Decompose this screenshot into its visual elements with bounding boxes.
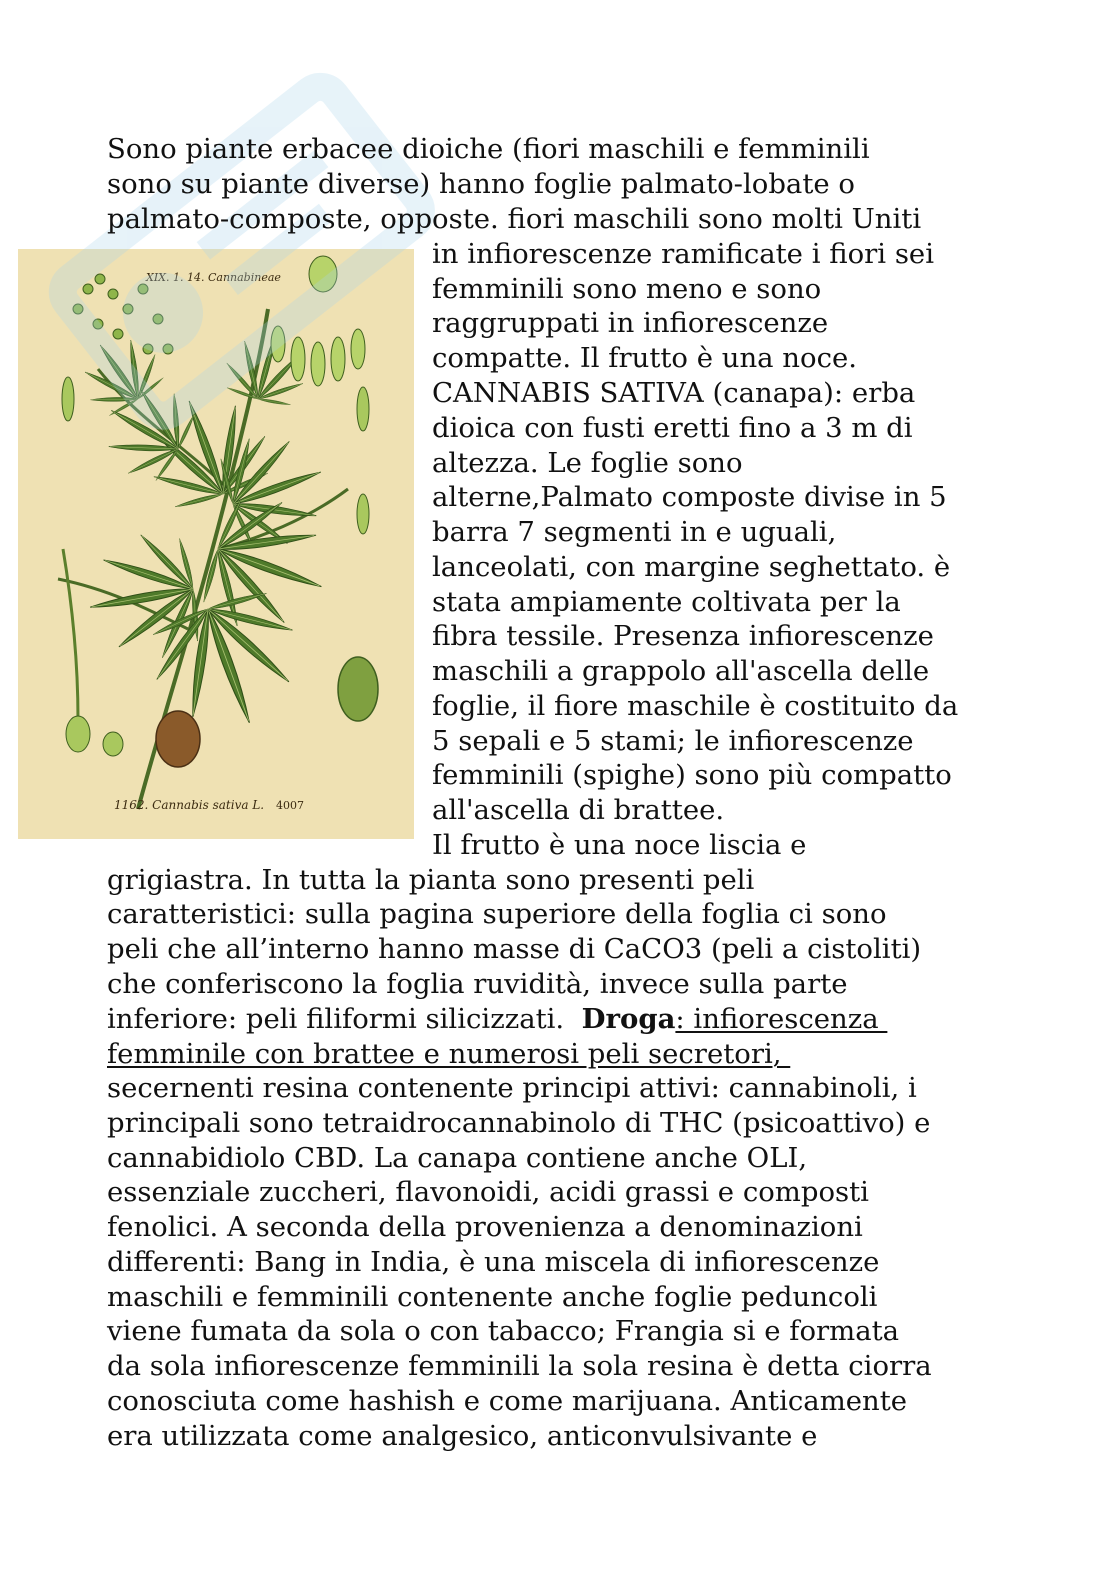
figure-top-caption: XIX. 1. 14. Cannabineae — [146, 271, 281, 284]
text-line: in infiorescenze ramificate i fiori sei — [432, 238, 934, 270]
text-line: femminili (spighe) sono più compatto — [432, 759, 952, 791]
text-line: principali sono tetraidrocannabinolo di THC (psicoattivo) e — [107, 1107, 931, 1139]
droga-label: Droga — [581, 1003, 676, 1035]
text-line: peli che all’interno hanno masse di CaCO3 (peli a cistoliti) — [107, 933, 922, 965]
text-line: grigiastra. In tutta la pianta sono presenti peli — [107, 864, 755, 896]
text-line: secernenti resina contenente principi attivi: cannabinoli, i — [107, 1072, 917, 1104]
text-line: sono su piante diverse) hanno foglie palmato-lobate o — [107, 168, 855, 200]
text-line: caratteristici: sulla pagina superiore della foglia ci sono — [107, 898, 887, 930]
text-line: era utilizzata come analgesico, anticonvulsivante e — [107, 1420, 818, 1452]
text-line: differenti: Bang in India, è una miscela di infiorescenze — [107, 1246, 880, 1278]
text-line: che conferiscono la foglia ruvidità, invece sulla parte — [107, 968, 848, 1000]
text-line: altezza. Le foglie sono — [432, 447, 743, 479]
text-line: alterne,Palmato composte divise in 5 — [432, 481, 947, 513]
text-line — [107, 1037, 790, 1072]
text-line: maschili e femminili contenente anche foglie peduncoli — [107, 1281, 878, 1313]
text-line: conosciuta come hashish e come marijuana. Anticamente — [107, 1385, 908, 1417]
text-line: femminili sono meno e sono — [432, 273, 822, 305]
text-line: essenziale zuccheri, flavonoidi, acidi grassi e composti — [107, 1176, 869, 1208]
text-line: da sola infiorescenze femminili la sola resina è detta ciorra — [107, 1350, 932, 1382]
droga-definition-continued: femminile con brattee e numerosi peli secretori, — [107, 1038, 791, 1070]
text-line: cannabidiolo CBD. La canapa contiene anche OLI, — [107, 1142, 808, 1174]
text-line: viene fumata da sola o con tabacco; Frangia si e formata — [107, 1315, 900, 1347]
text-line: lanceolati, con margine seghettato. è — [432, 551, 951, 583]
text-line: foglie, il fiore maschile è costituito da — [432, 690, 959, 722]
text-line: Sono piante erbacee dioiche (fiori maschili e femminili — [107, 133, 870, 165]
text-line: CANNABIS SATIVA (canapa): erba — [432, 377, 916, 409]
figure-bottom-caption: 1162. Cannabis sativa L. — [114, 798, 265, 812]
text-line: barra 7 segmenti in e uguali, — [432, 516, 837, 548]
text-line: compatte. Il frutto è una noce. — [432, 342, 857, 374]
text-line — [107, 1002, 887, 1037]
text-line: stata ampiamente coltivata per la — [432, 586, 901, 618]
text-line: fibra tessile. Presenza infiorescenze — [432, 620, 934, 652]
text-line: maschili a grappolo all'ascella delle — [432, 655, 930, 687]
text-line: Il frutto è una noce liscia e — [432, 829, 807, 861]
text-line: raggruppati in infiorescenze — [432, 307, 829, 339]
text-line: dioica con fusti eretti fino a 3 m di — [432, 412, 913, 444]
text-line: fenolici. A seconda della provenienza a denominazioni — [107, 1211, 863, 1243]
cannabis-illustration-icon — [18, 249, 414, 839]
text-line: all'ascella di brattee. — [432, 794, 725, 826]
text-segment: inferiore: peli filiformi silicizzati. — [107, 1003, 582, 1035]
droga-definition: : infiorescenza — [675, 1003, 888, 1035]
figure-plate-number: 4007 — [276, 799, 304, 812]
text-line: 5 sepali e 5 stami; le infiorescenze — [432, 725, 914, 757]
text-line: palmato-composte, opposte. fiori maschili sono molti Uniti — [107, 203, 922, 235]
